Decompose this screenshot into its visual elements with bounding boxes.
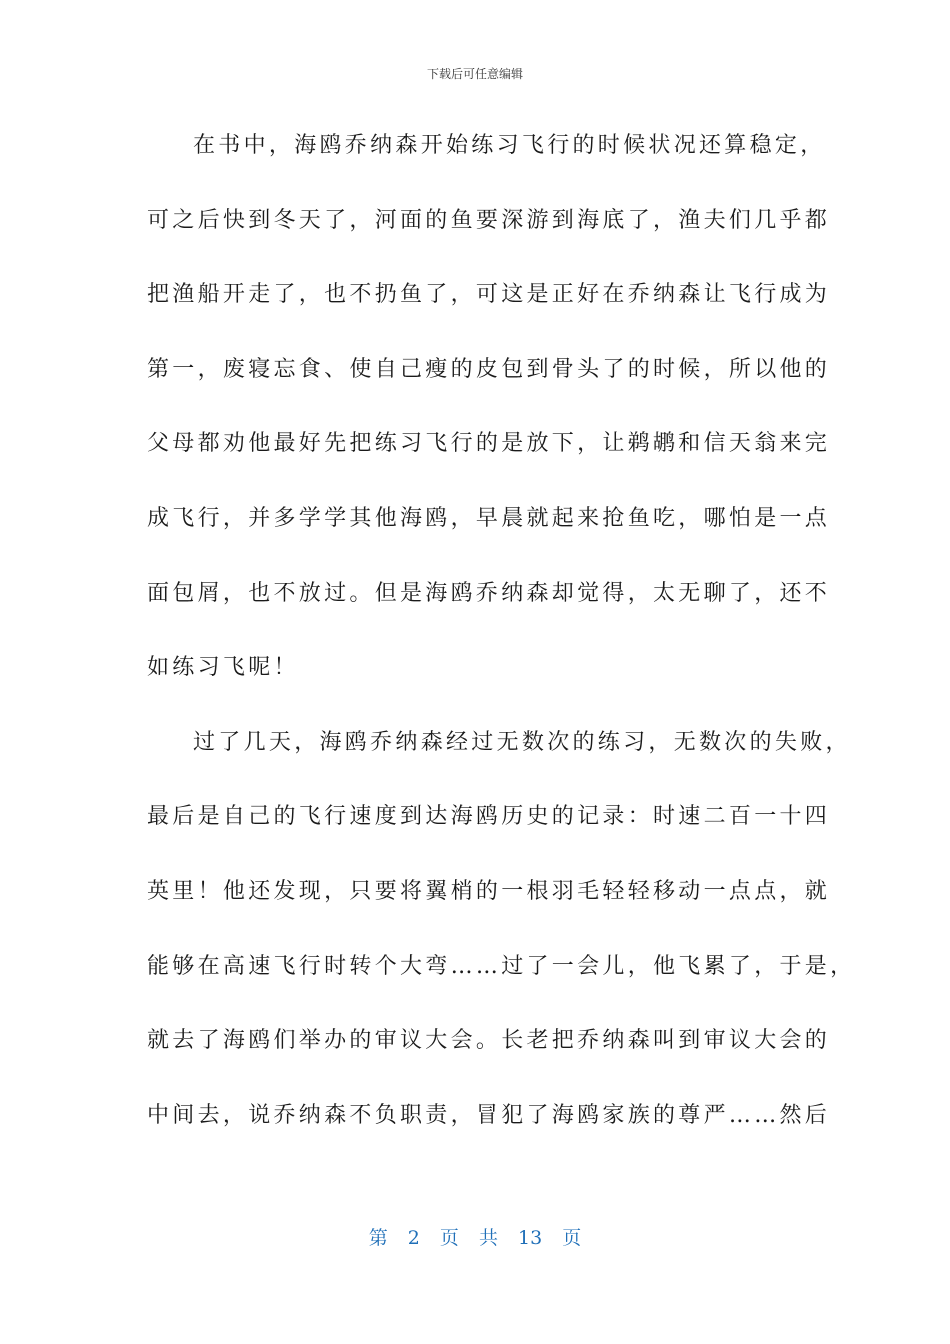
paragraph-2-line-1: 过了几天，海鸥乔纳森经过无数次的练习，无数次的失败， (193, 729, 851, 755)
paragraph-2-line-4: 能够在高速飞行时转个大弯……过了一会儿，他飞累了，于是， (147, 953, 856, 979)
paragraph-1-line-1: 在书中，海鸥乔纳森开始练习飞行的时候状况还算稳定， (193, 133, 826, 158)
paragraph-2-line-6: 中间去，说乔纳森不负职责，冒犯了海鸥家族的尊严……然后 (147, 1102, 831, 1128)
paragraph-1-line-6: 成飞行，并多学学其他海鸥，早晨就起来抢鱼吃，哪怕是一点 (147, 505, 831, 531)
page-header (0, 66, 950, 82)
paragraph-1-line-5: 父母都劝他最好先把练习飞行的是放下，让鹈鹕和信天翁来完 (147, 431, 831, 457)
footer-ye: 页 (439, 1227, 459, 1249)
footer-ye-2: 页 (562, 1227, 582, 1249)
footer-gong: 共 (478, 1227, 498, 1249)
paragraph-1-line-3: 把渔船开走了，也不扔鱼了，可这是正好在乔纳森让飞行成为 (147, 282, 831, 308)
paragraph-2-line-5: 就去了海鸥们举办的审议大会。长老把乔纳森叫到审议大会的 (147, 1028, 831, 1054)
footer-di: 第 (368, 1227, 388, 1249)
paragraph-1-line-7: 面包屑，也不放过。但是海鸥乔纳森却觉得，太无聊了，还不 (147, 580, 831, 606)
paragraph-1-line-4: 第一，废寝忘食、使自己瘦的皮包到骨头了的时候，所以他的 (147, 356, 831, 382)
footer-page-number: 2 (407, 1227, 420, 1249)
footer-total-pages: 13 (518, 1227, 543, 1249)
paragraph-2-line-3: 英里！他还发现，只要将翼梢的一根羽毛轻轻移动一点点，就 (147, 878, 831, 904)
page-footer (0, 1226, 950, 1250)
paragraph-1-line-8: 如练习飞呢！ (147, 655, 299, 681)
paragraph-1-line-2: 可之后快到冬天了，河面的鱼要深游到海底了，渔夫们几乎都 (147, 207, 831, 233)
header-note: 下载后可任意编辑 (426, 67, 523, 81)
document-body (147, 126, 856, 1170)
paragraph-2-line-2: 最后是自己的飞行速度到达海鸥历史的记录：时速二百一十四 (147, 804, 831, 830)
